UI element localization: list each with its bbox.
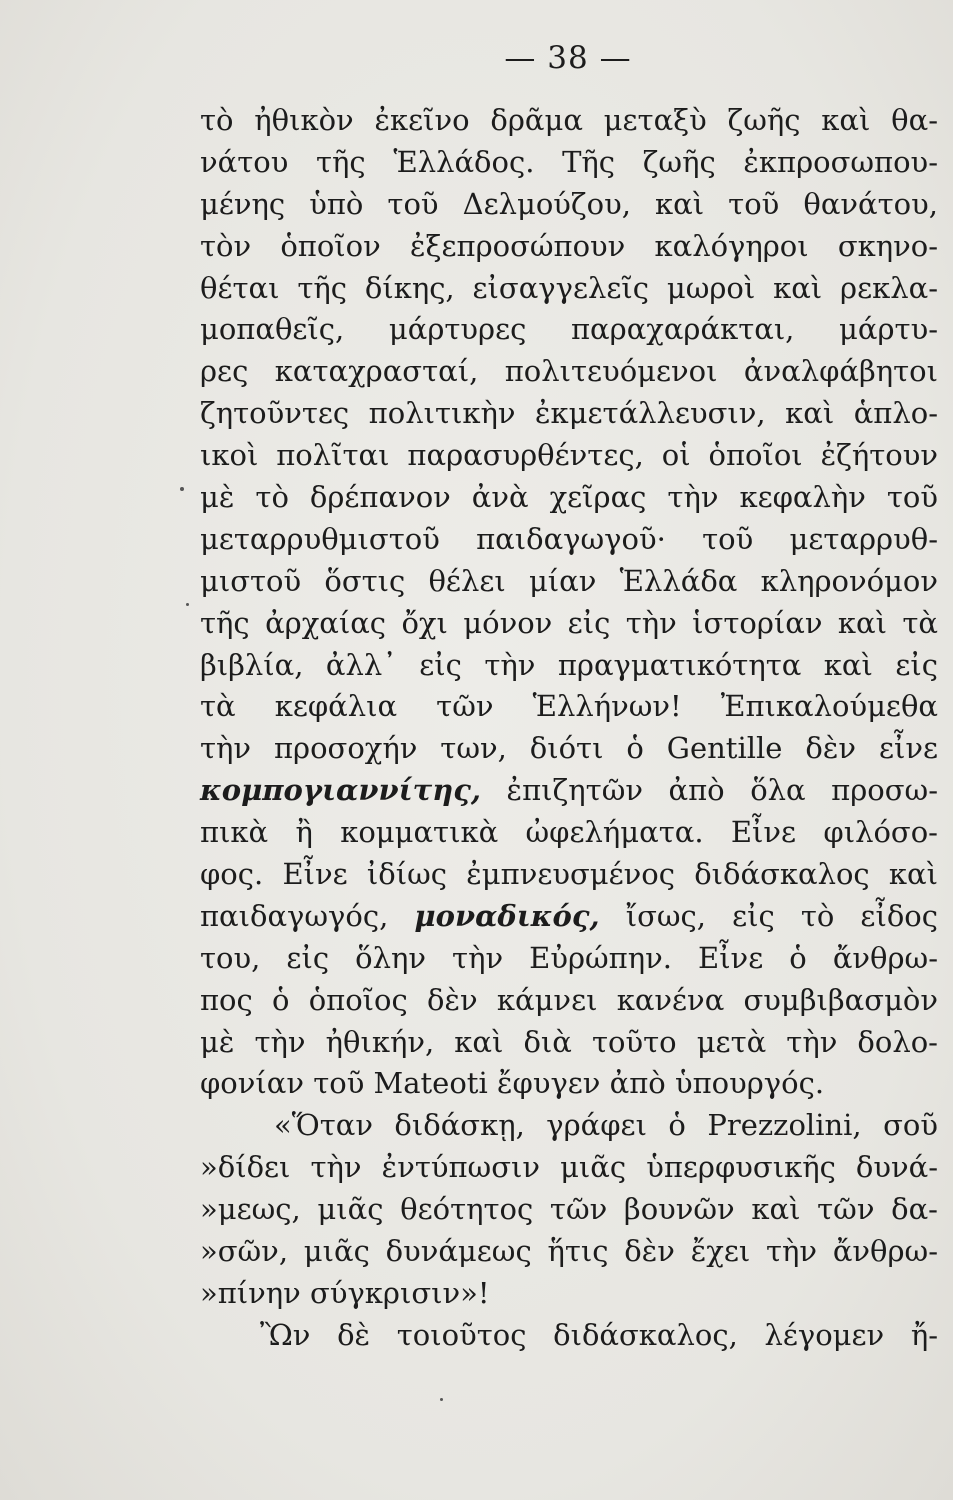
body-text: [200, 100, 938, 1357]
text-line: μένης ὑπὸ τοῦ Δελμούζου, καὶ τοῦ θανάτου,: [200, 186, 938, 221]
text-fragment: ἴσως, εἰς τὸ εἶδος: [599, 898, 938, 933]
text-line: Ὢν δὲ τοιοῦτος διδάσκαλος, λέγομεν ἤ-: [260, 1317, 938, 1352]
text-line: [200, 770, 938, 812]
text-line: φονίαν τοῦ Mateoti ἔφυγεν ἀπὸ ὑπουργός.: [200, 1066, 825, 1101]
quote-line: »πίνην σύγκρισιν»!: [200, 1275, 490, 1310]
text-line: τὴν προσοχήν των, διότι ὁ Gentille δὲν εἶνε: [200, 731, 938, 766]
text-line: μοπαθεῖς, μάρτυρες παραχαράκται, μάρτυ-: [200, 312, 938, 347]
text-line: τὸν ὁποῖον ἐξεπροσώπουν καλόγηροι σκηνο-: [200, 228, 938, 263]
text-line: του, εἰς ὅλην τὴν Εὐρώπην. Εἶνε ὁ ἄνθρω-: [200, 940, 938, 975]
paper-speck: [440, 1398, 443, 1401]
text-line: βιβλία, ἀλλ᾿ εἰς τὴν πραγματικότητα καὶ εἰς: [200, 647, 938, 682]
text-line: τῆς ἀρχαίας ὄχι μόνον εἰς τὴν ἱστορίαν καὶ τὰ: [200, 605, 938, 640]
text-line: πος ὁ ὁποῖος δὲν κάμνει κανένα συμβιβασμὸν: [200, 982, 938, 1017]
text-line: τὰ κεφάλια τῶν Ἑλλήνων! Ἐπικαλούμεθα: [200, 689, 938, 724]
text-line: ζητοῦντες πολιτικὴν ἐκμετάλλευσιν, καὶ ἁπλο-: [200, 396, 938, 431]
paper-speck: [186, 603, 189, 606]
text-line: πικὰ ἢ κομματικὰ ὠφελήματα. Εἶνε φιλόσο-: [200, 815, 938, 850]
page-number: — 38 —: [504, 40, 632, 76]
paragraph-conclusion: [200, 1315, 938, 1357]
text-line: φος. Εἶνε ἰδίως ἐμπνευσμένος διδάσκαλος καὶ: [200, 857, 938, 892]
text-line: [200, 896, 938, 938]
emphasized-word: μοναδικός,: [414, 898, 600, 933]
text-line: μὲ τὴν ἠθικήν, καὶ διὰ τοῦτο μετὰ τὴν δολο-: [200, 1024, 938, 1059]
text-line: ικοὶ πολῖται παρασυρθέντες, οἱ ὁποῖοι ἐζήτουν: [200, 438, 938, 473]
text-line: τὸ ἠθικὸν ἐκεῖνο δρᾶμα μεταξὺ ζωῆς καὶ θα-: [200, 103, 938, 137]
paper-speck: [180, 487, 184, 491]
quote-line: »μεως, μιᾶς θεότητος τῶν βουνῶν καὶ τῶν δα-: [200, 1192, 938, 1227]
quote-prezzolini: [200, 1105, 938, 1314]
paragraph-gentile-drama: [200, 100, 938, 1105]
quote-line: »δίδει τὴν ἐντύπωσιν μιᾶς ὑπερφυσικῆς δυνά-: [200, 1150, 938, 1185]
text-fragment: παιδαγωγός,: [200, 898, 415, 933]
emphasized-word: κομπογιαννίτης,: [200, 773, 481, 808]
text-line: ρες καταχρασταί, πολιτευόμενοι ἀναλφάβητοι: [200, 354, 938, 389]
quote-line: »σῶν, μιᾶς δυνάμεως ἥτις δὲν ἔχει τὴν ἄνθρω-: [200, 1234, 938, 1269]
text-line: μεταρρυθμιστοῦ παιδαγωγοῦ· τοῦ μεταρρυθ-: [200, 521, 938, 556]
text-line: μὲ τὸ δρέπανον ἀνὰ χεῖρας τὴν κεφαλὴν τοῦ: [200, 480, 938, 515]
quote-line: «Ὅταν διδάσκῃ, γράφει ὁ Prezzolini, σοῦ: [274, 1108, 938, 1143]
text-line: νάτου τῆς Ἑλλάδος. Τῆς ζωῆς ἐκπροσωπου-: [200, 144, 938, 179]
text-line: μιστοῦ ὅστις θέλει μίαν Ἑλλάδα κληρονόμον: [200, 563, 938, 598]
text-line: θέται τῆς δίκης, εἰσαγγελεῖς μωροὶ καὶ ρεκλα-: [200, 270, 938, 305]
text-fragment: ἐπιζητῶν ἀπὸ ὅλα προσω-: [481, 773, 938, 808]
